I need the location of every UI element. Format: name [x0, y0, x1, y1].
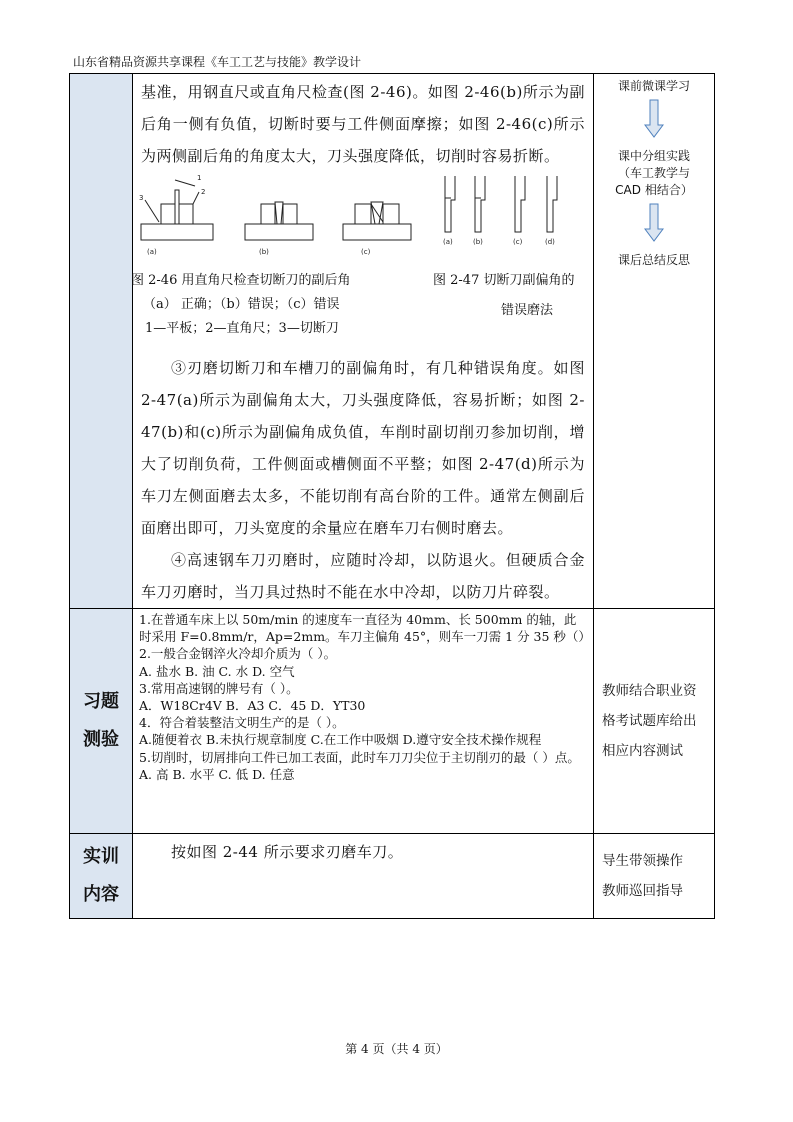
row1-label-cell [70, 74, 133, 609]
practice-note-2: 教师巡回指导 [602, 883, 683, 899]
figure-2-46-47-drawing [133, 172, 593, 280]
fig47-label-d: (d) [545, 238, 555, 246]
row2-side-cell [594, 609, 715, 834]
fig46-label-a: (a) [147, 248, 157, 256]
quiz-teacher-note: 教师结合职业资格考试题库给出相应内容测试 [602, 683, 697, 759]
practice-row [70, 834, 715, 919]
row3-label-cell [70, 834, 133, 919]
caption-fig46-sub: （a） 正确；（b）错误；（c）错误 [143, 297, 340, 312]
row2-label-cell [70, 609, 133, 834]
question-4: 4．符合着装整洁文明生产的是（ ）。 [139, 715, 345, 731]
question-2-options: A. 盐水 B. 油 C. 水 D. 空气 [139, 663, 295, 679]
row1-side-cell [594, 74, 715, 609]
step-in-class-2: （车工教学与 [617, 166, 690, 180]
arrow-down-icon [644, 99, 664, 139]
question-3-options: A．W18Cr4V B．A3 C．45 D．YT30 [139, 698, 366, 714]
step-pre-class: 课前微课学习 [617, 79, 690, 93]
quiz-label-line1: 习题 [83, 691, 119, 712]
fig46-label-c: (c) [361, 248, 371, 256]
practice-label-line2: 内容 [83, 884, 119, 905]
arrow-down-icon [644, 203, 664, 243]
question-1: 1.在普通车床上以 50m/min 的速度车一直径为 40mm、长 500mm 的轴，此时采用 F=0.8mm/r，Ap=2mm。车刀主偏角 45°，则车一刀需 1 分 35 秒（） [139, 612, 591, 645]
quiz-label-line2: 测验 [83, 729, 119, 750]
caption-fig47-title: 图 2-47 切断刀副偏角的 [433, 273, 575, 288]
fig46-callout-1: 1 [197, 174, 202, 182]
page-footer: 第 4 页（共 4 页） [345, 1042, 448, 1056]
fig47-label-c: (c) [513, 238, 523, 246]
paragraph-3: ③刃磨切断刀和车槽刀的副偏角时，有几种错误角度。如图 2-47(a)所示为副偏角太大，刀头强度降低，容易折断；如图 2-47(b)和(c)所示为副偏角成负值，车削时副切削刃参加切削，增大了切削负荷，工件侧面或槽侧面不平整；如图 2-47(d)所示为车刀左侧面磨去太多，不能切削有高台阶的工件。通常左侧副后面磨出即可，刀头宽度的余量应在磨车刀右侧时磨去。 [141, 359, 585, 537]
question-5-options: A. 高 B. 水平 C. 低 D. 任意 [139, 766, 295, 782]
figure-area [133, 172, 593, 280]
row1-content-cell [133, 74, 594, 609]
lesson-table [69, 73, 715, 919]
fig46-callout-2: 2 [201, 188, 206, 196]
practice-note-1: 导生带领操作 [602, 853, 683, 869]
row2-content-cell [133, 609, 594, 834]
caption-fig46-legend: 1—平板；2—直角尺；3—切断刀 [145, 321, 339, 336]
step-in-class-1: 课中分组实践 [617, 149, 690, 163]
question-4-options: A.随便着衣 B.未执行规章制度 C.在工作中吸烟 D.遵守安全技术操作规程 [139, 732, 542, 748]
practice-label-line1: 实训 [83, 846, 119, 867]
quiz-row [70, 609, 715, 834]
fig47-label-a: (a) [443, 238, 453, 246]
fig46-callout-3: 3 [139, 194, 144, 202]
fig47-label-b: (b) [473, 238, 483, 246]
paragraph-fig46-intro: 基准，用钢直尺或直角尺检查(图 2-46)。如图 2-46(b)所示为副后角一侧有负值，切断时要与工件侧面摩擦；如图 2-46(c)所示为两侧副后角的角度太大，刀头强度降低，切削时容易折断。 [141, 83, 585, 165]
row3-side-cell [594, 834, 715, 919]
paragraph-4: ④高速钢车刀刃磨时，应随时冷却，以防退火。但硬质合金车刀刃磨时，当刀具过热时不能在水中冷却，以防刀片碎裂。 [141, 551, 585, 601]
question-5: 5.切削时，切屑排向工件已加工表面，此时车刀刀尖位于主切削刃的最（ ）点。 [139, 749, 580, 765]
content-row [70, 74, 715, 609]
step-post-class: 课后总结反思 [617, 253, 690, 267]
page-header: 山东省精品资源共享课程《车工工艺与技能》教学设计 [73, 53, 713, 74]
caption-fig46-title: 图 2-46 用直角尺检查切断刀的副后角 [131, 273, 351, 288]
fig46-label-b: (b) [259, 248, 269, 256]
question-3: 3.常用高速钢的牌号有（ ）。 [139, 680, 299, 696]
caption-fig47-sub: 错误磨法 [501, 303, 554, 318]
row3-content-cell [133, 834, 594, 919]
figure-captions [133, 270, 593, 352]
question-2: 2.一般合金钢淬火冷却介质为（ ）。 [139, 646, 337, 662]
practice-content: 按如图 2-44 所示要求刃磨车刀。 [171, 843, 404, 861]
step-in-class-3: CAD 相结合） [615, 183, 693, 197]
